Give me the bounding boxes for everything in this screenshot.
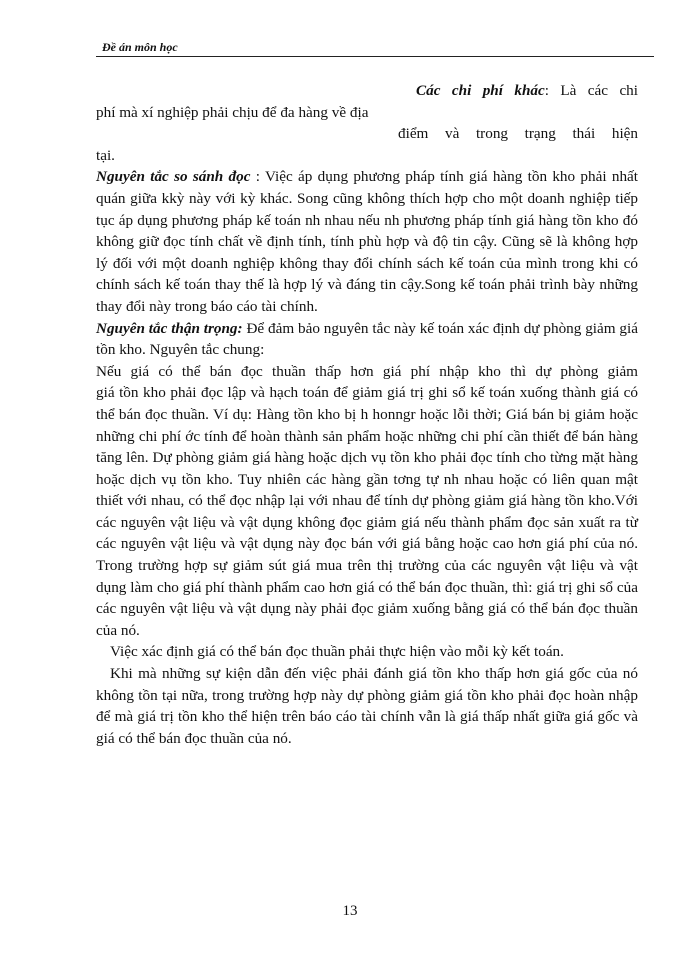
page-header	[96, 38, 654, 57]
paragraph-valuation-timing: Việc xác định giá có thể bán đọc thuần phải thực hiện vào mỗi kỳ kết toán.	[110, 643, 564, 661]
paragraph-prudence-rule-line1: Nếu giá có thể bán đọc thuần thấp hơn giá phí nhập kho thì dự phòng giảm	[96, 362, 638, 380]
paragraph-other-costs-line2: phí mà xí nghiệp phải chịu để đa hàng về địa	[96, 103, 369, 121]
paragraph-prudence: Nguyên tắc thận trọng: Để đảm bảo nguyên tắc này kế toán xác định dự phòng giảm giá tồn kho. Nguyên tắc chung:	[96, 319, 638, 359]
document-body	[96, 80, 638, 749]
paragraph-other-costs-line4: tại.	[96, 146, 115, 164]
paragraph-prudence-rule: giá tồn kho phải đọc lập và hạch toán để giảm giá trị ghi sổ kế toán xuống thành giá có thể bán đọc thuần. Ví dụ: Hàng tồn kho bị h honngr hoặc lỗi thời; Giá bán bị giảm hoặc những chi phí ớc tính để hoàn thành sản phẩm hoặc những chi phí cần thiết để bán hàng tăng lên. Dự phòng giảm giá hàng hoặc dịch vụ tồn kho phải đọc tính cho từng mặt hàng hoặc dịch vụ tồn kho. Tuy nhiên các hàng gần tơng tự nh nhau hoặc có liên quan mật thiết với nhau, có thể đọc nhập lại với nhau để tính dự phòng giảm giá hàng tồn kho.Với các nguyên vật liệu và vật dụng không đọc giảm giá nếu thành phẩm đọc sản xuất ra từ các nguyên vật liệu và vật dụng này đọc bán với giá bằng hoặc cao hơn giá phí của nó. Trong trường hợp sự giảm sút giá mua trên thị trường của các nguyên vật liệu và vật dụng làm cho giá phí thành phẩm cao hơn giá có thể bán đọc thuần, thì: giá trị ghi sổ của các nguyên vật liệu và vật dụng này phải đọc giảm xuống bằng giá có thể bán đọc thuần của nó.	[96, 384, 638, 639]
paragraph-other-costs-line1: Các chi phí khác: Là các chi	[416, 82, 638, 99]
header-title: Đề án môn học	[102, 40, 178, 54]
page-number: 13	[342, 903, 358, 919]
term-prudence: Nguyên tắc thận trọng:	[96, 319, 243, 337]
term-consistency: Nguyên tắc so sánh đọc	[96, 168, 251, 186]
term-other-costs: Các chi phí khác	[416, 82, 545, 99]
paragraph-consistency: Nguyên tắc so sánh đọc : Việc áp dụng phương pháp tính giá hàng tồn kho phải nhất quán giữa kkỳ này với kỳ khác. Song cũng không thích hợp cho một doanh nghiệp tiếp tục áp dụng phương pháp kế toán nh nhau nếu nh phương pháp tính giá hàng tồn kho đó không giữ đọc tính chất về định tính, tính phù hợp và độ tin cậy. Cũng sẽ là không hợp lý đối với một doanh nghiệp không thay đổi chính sách kế toán của mình trong khi có chính sách kế toán thay thế là hợp lý và đáng tin cậy.Song kế toán phải trình bày những thay đổi này trong báo cáo tài chính.	[96, 168, 638, 315]
paragraph-other-costs-line3: điểm và trong trạng thái hiện	[398, 125, 638, 143]
paragraph-reversal: Khi mà những sự kiện dẫn đến việc phải đánh giá tồn kho thấp hơn giá gốc của nó không tồn tại nữa, trong trường hợp này dự phòng giảm giá tồn kho phải đọc hoàn nhập để mà giá trị tồn kho thể hiện trên báo cáo tài chính vẫn là giá thấp nhất giữa giá gốc và giá có thể bán đọc thuần của nó.	[96, 665, 638, 747]
